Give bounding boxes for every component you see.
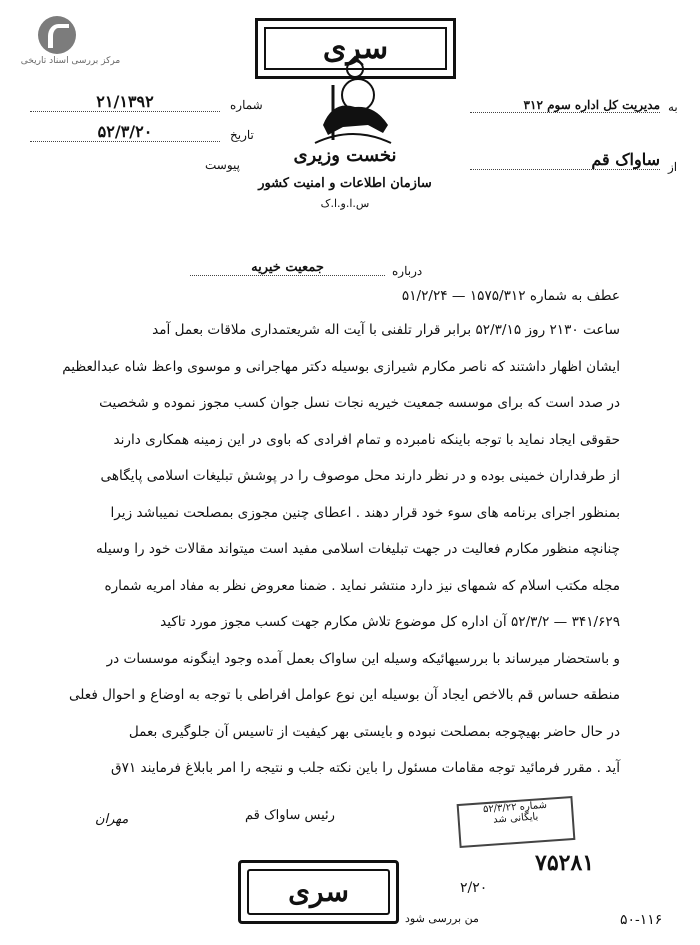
body-line: چنانچه منظور مکارم فعالیت در جهت تبلیغات اسلامی مفید است میتواند مقالات خود را وسیله xyxy=(96,541,620,557)
from-label: از xyxy=(668,160,678,174)
organization-title: سازمان اطلاعات و امنیت کشور xyxy=(258,176,432,191)
date-label: تاریخ xyxy=(230,128,254,142)
filing-stamp xyxy=(457,796,576,848)
body-line: حقوقی ایجاد نماید با توجه باینکه نامبرده و تمام افرادی که باوی در این زمینه همکاری دارند xyxy=(113,431,620,448)
signature-title: رئیس ساواک قم xyxy=(245,808,335,823)
attachment-label: پیوست xyxy=(205,158,240,172)
body-line: ۳۴۱/۶۲۹ — ۵۲/۳/۲ آن اداره کل موضوع تلاش مکارم جهت کسب مجوز مورد تاکید xyxy=(160,614,620,630)
handwritten-bottom: من بررسی شود xyxy=(405,912,479,925)
body-line: و باستحضار میرساند با بررسیهائیکه وسیله این ساواک بعمل آمده وجود اینگونه موسسات در xyxy=(106,650,620,667)
filing-stamp-line2: بایگانی شد xyxy=(492,811,539,826)
number-value: ۲۱/۱۳۹۲ xyxy=(30,92,220,112)
body-line: از طرفداران خمینی بوده و در نظر دارند محل موصوف را در پوشش تبلیغات اسلامی پایگاهی xyxy=(100,468,620,484)
ministry-title: نخست وزیری xyxy=(293,145,397,166)
signature-name: مهران xyxy=(95,812,129,827)
classification-stamp-bottom xyxy=(238,860,399,924)
from-value: ساواک قم xyxy=(470,150,660,170)
to-label: به xyxy=(668,100,678,114)
body-line: مجله مکتب اسلام که شمهای نیز دارد منتشر نماید . ضمنا معروض نظر به مفاد امریه شماره xyxy=(104,577,620,594)
body-line: آید . مقرر فرمائید توجه مقامات مسئول را باین نکته جلب و نتیجه را امر بابلاغ فرمایند ۷۱ق xyxy=(111,760,620,776)
handwritten-code: ۵۰-۱۱۶ xyxy=(620,912,663,928)
body-line: منطقه حساس قم بالاخص ایجاد آن بوسیله این نوع عوامل افراطی با توجه به اوضاع و احوال فعلی xyxy=(68,687,620,703)
number-label: شماره xyxy=(230,98,263,112)
lion-and-sun-emblem xyxy=(303,55,403,150)
subject-value: جمعیت خیریه xyxy=(190,260,385,276)
archive-logo-icon xyxy=(38,16,76,54)
body-line: در حال حاضر بهیچوجه بمصلحت نبوده و بایستی بهر کیفیت از تاسیس آن جلوگیری بعمل xyxy=(128,723,620,740)
organization-code: س.ا.و.ا.ک xyxy=(320,197,370,210)
subject-label: درباره xyxy=(392,264,423,278)
to-value: مدیریت کل اداره سوم ۳۱۲ xyxy=(470,98,660,113)
body-line: بمنظور اجرای برنامه های سوء خود قرار دهند . اعطای چنین مجوزی بمصلحت نمیباشد زیرا xyxy=(110,504,620,521)
body-line: در صدد است که برای موسسه جمعیت خیریه نجات نسل جوان کسب مجوز نموده و شخصیت xyxy=(99,395,620,411)
filing-stamp-line1: شماره ۵۲/۳/۲۲ xyxy=(482,799,548,816)
archive-watermark xyxy=(8,8,133,68)
date-value: ۵۲/۳/۲۰ xyxy=(30,122,220,142)
body-line: ساعت ۲۱۳۰ روز ۵۲/۳/۱۵ برابر قرار تلفنی با آیت اله شریعتمداری ملاقات بعمل آمد xyxy=(152,322,620,338)
classification-stamp-bottom-text: سری xyxy=(288,875,349,908)
handwritten-number: ۷۵۲۸۱ xyxy=(535,850,595,876)
reference-line: عطف به شماره ۱۵۷۵/۳۱۲ — ۵۱/۲/۲۴ xyxy=(401,288,620,304)
body-line: ایشان اظهار داشتند که ناصر مکارم شیرازی بوسیله دکتر مهاجرانی و موسوی واعظ شاه عبدالعظیم xyxy=(62,358,620,375)
classification-stamp-top-text: سری xyxy=(322,31,389,66)
watermark-text: مرکز بررسی اسناد تاریخی xyxy=(20,56,121,66)
handwritten-note: ۲/۲۰ xyxy=(460,880,488,896)
